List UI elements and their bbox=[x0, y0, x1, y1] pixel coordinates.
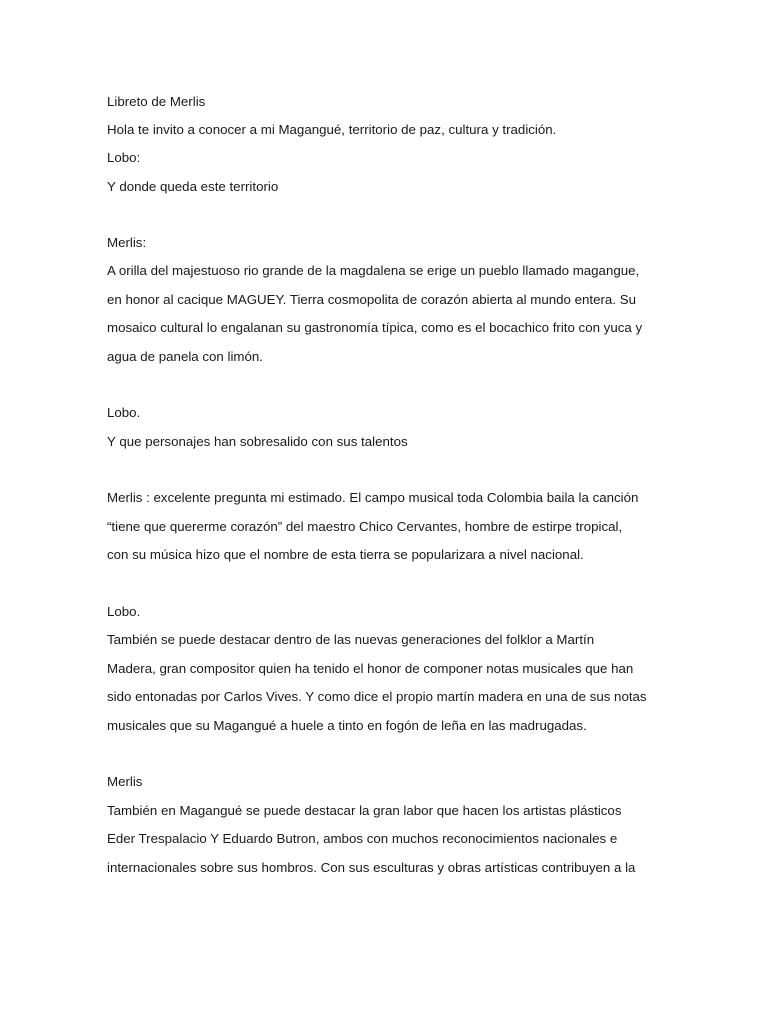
text-line: con su música hizo que el nombre de esta tierra se popularizara a nivel nacional. bbox=[107, 547, 584, 562]
text-line: Y donde queda este territorio bbox=[107, 179, 279, 194]
text-line: Merlis : excelente pregunta mi estimado. El campo musical toda Colombia baila la canción bbox=[107, 490, 639, 505]
text-line: agua de panela con limón. bbox=[107, 349, 263, 364]
text-line: sido entonadas por Carlos Vives. Y como dice el propio martín madera en una de sus notas bbox=[107, 689, 647, 704]
text-line: Hola te invito a conocer a mi Magangué, territorio de paz, cultura y tradición. bbox=[107, 122, 557, 137]
text-line: Madera, gran compositor quien ha tenido el honor de componer notas musicales que han bbox=[107, 661, 634, 676]
text-line: A orilla del majestuoso rio grande de la magdalena se erige un pueblo llamado magangue, bbox=[107, 263, 640, 278]
text-line: Y que personajes han sobresalido con sus talentos bbox=[107, 434, 408, 449]
speaker-label: Merlis: bbox=[107, 235, 147, 250]
text-line: musicales que su Magangué a huele a tinto en fogón de leña en las madrugadas. bbox=[107, 718, 587, 733]
text-line: en honor al cacique MAGUEY. Tierra cosmopolita de corazón abierta al mundo entera. Su bbox=[107, 292, 636, 307]
text-line: internacionales sobre sus hombros. Con sus esculturas y obras artísticas contribuyen a la bbox=[107, 860, 636, 875]
speaker-label: Lobo: bbox=[107, 150, 141, 165]
document-title: Libreto de Merlis bbox=[107, 94, 206, 109]
text-line: También en Magangué se puede destacar la gran labor que hacen los artistas plásticos bbox=[107, 803, 622, 818]
text-line: mosaico cultural lo engalanan su gastronomía típica, como es el bocachico frito con yuca y bbox=[107, 320, 643, 335]
text-line: También se puede destacar dentro de las nuevas generaciones del folklor a Martín bbox=[107, 632, 595, 647]
speaker-label: Lobo. bbox=[107, 604, 141, 619]
text-line: “tiene que quererme corazón” del maestro Chico Cervantes, hombre de estirpe tropical, bbox=[107, 519, 623, 534]
speaker-label: Lobo. bbox=[107, 405, 141, 420]
text-line: Eder Trespalacio Y Eduardo Butron, ambos con muchos reconocimientos nacionales e bbox=[107, 831, 618, 846]
speaker-label: Merlis bbox=[107, 774, 143, 789]
